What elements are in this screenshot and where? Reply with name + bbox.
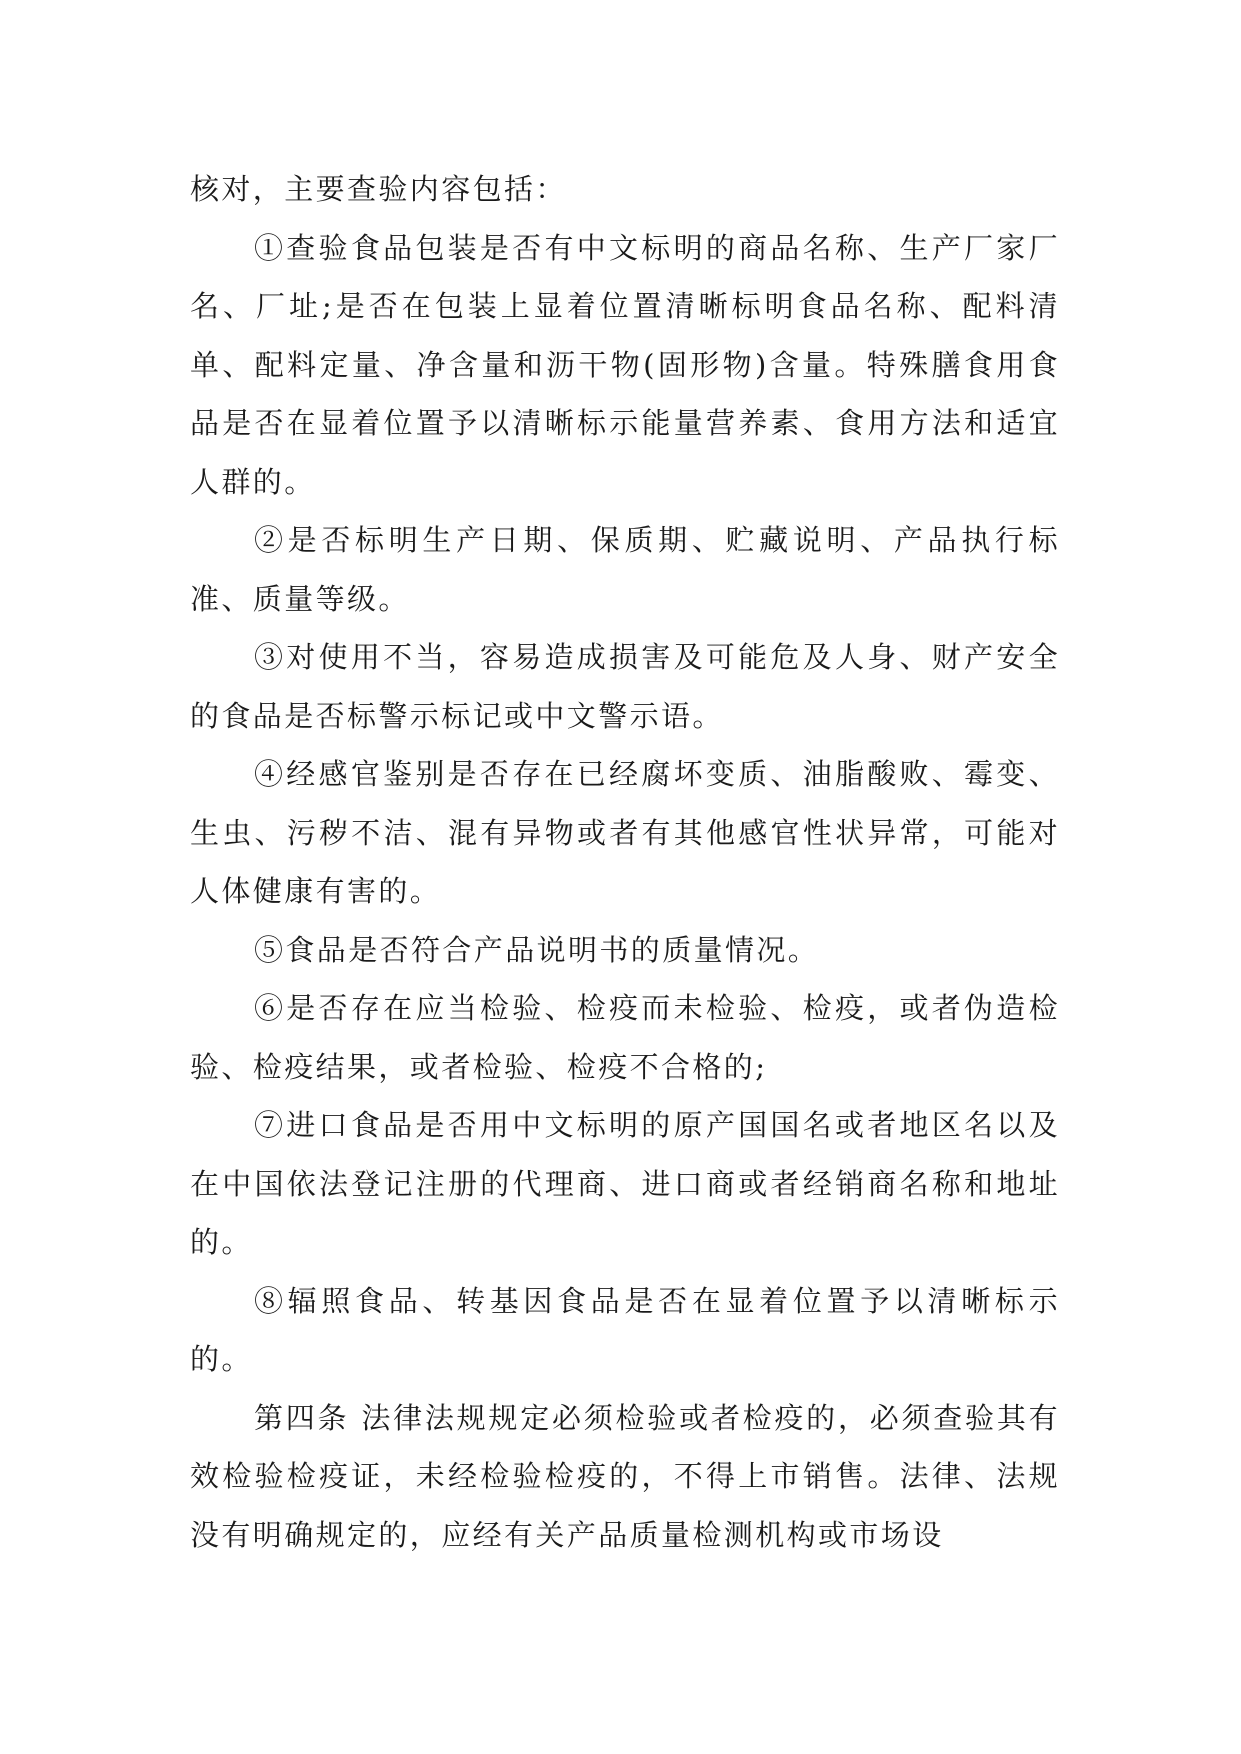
paragraph-article-4: 第四条 法律法规规定必须检验或者检疫的，必须查验其有效检验检疫证，未经检验检疫的，不得上市销售。法律、法规没有明确规定的，应经有关产品质量检测机构或市场设: [190, 1400, 1060, 1552]
paragraph-item-8: ⑧辐照食品、转基因食品是否在显着位置予以清晰标示的。: [190, 1283, 1060, 1376]
paragraph-item-2: ②是否标明生产日期、保质期、贮藏说明、产品执行标准、质量等级。: [190, 523, 1060, 616]
paragraph-intro: 核对，主要查验内容包括：: [190, 172, 567, 206]
paragraph-item-5: ⑤食品是否符合产品说明书的质量情况。: [254, 932, 820, 967]
paragraph-item-4: ④经感官鉴别是否存在已经腐坏变质、油脂酸败、霉变、生虫、污秽不洁、混有异物或者有其他感官性状异常，可能对人体健康有害的。: [190, 757, 1060, 908]
document-body: [190, 160, 1060, 1564]
paragraph-item-7: ⑦进口食品是否用中文标明的原产国国名或者地区名以及在中国依法登记注册的代理商、进口商或者经销商名称和地址的。: [190, 1108, 1060, 1259]
paragraph-item-3: ③对使用不当，容易造成损害及可能危及人身、财产安全的食品是否标警示标记或中文警示语。: [190, 640, 1060, 733]
paragraph-item-6: ⑥是否存在应当检验、检疫而未检验、检疫，或者伪造检验、检疫结果，或者检验、检疫不合格的;: [190, 991, 1060, 1084]
paragraph-item-1: ①查验食品包装是否有中文标明的商品名称、生产厂家厂名、厂址;是否在包装上显着位置清晰标明食品名称、配料清单、配料定量、净含量和沥干物(固形物)含量。特殊膳食用食品是否在显着位置予以清晰标示能量营养素、食用方法和适宜人群的。: [190, 230, 1060, 499]
